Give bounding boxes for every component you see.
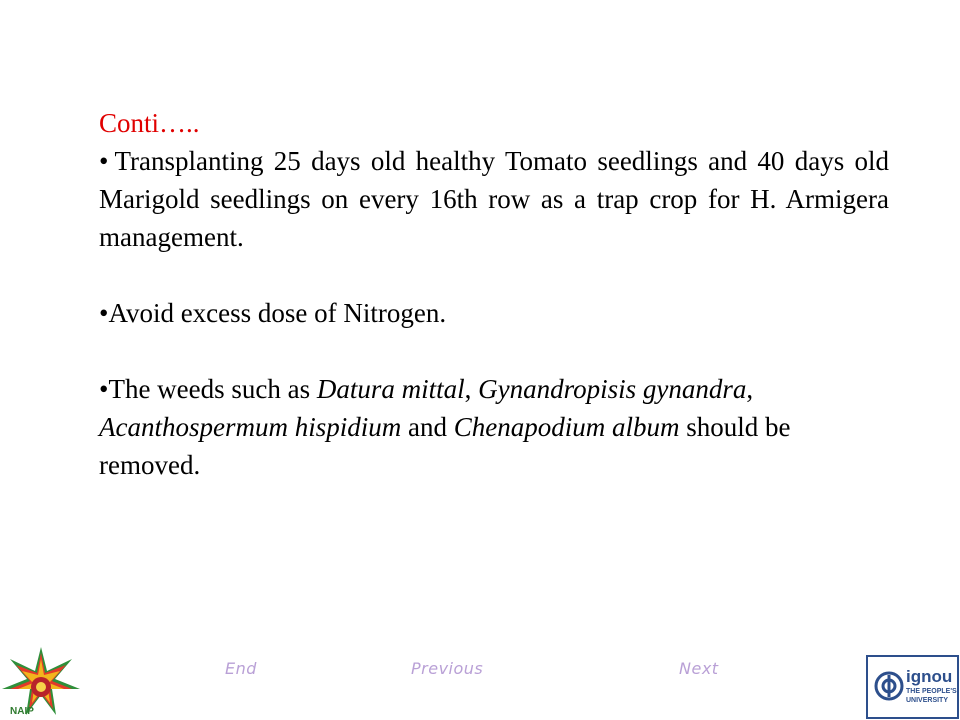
ignou-logo — [866, 655, 959, 719]
paragraph-text: should be removed. — [99, 412, 791, 480]
bullet-icon: • — [99, 298, 109, 328]
bullet-paragraph-nitrogen — [99, 294, 889, 332]
species-name: Chenapodium album — [453, 412, 680, 442]
slide-heading: Conti….. — [99, 108, 200, 138]
bullet-paragraph-transplanting — [99, 142, 889, 256]
paragraph-text: Avoid excess dose of Nitrogen. — [108, 298, 447, 328]
ignou-tagline: THE PEOPLE'S UNIVERSITY — [906, 688, 957, 704]
naip-label: NAIP — [10, 706, 34, 717]
separator-text: , — [464, 374, 479, 404]
bullet-icon: • — [99, 146, 109, 176]
species-name: Datura mittal — [316, 374, 465, 404]
ignou-emblem-icon — [874, 671, 904, 701]
slide-content — [99, 104, 889, 484]
paragraph-text: The weeds such as — [108, 374, 317, 404]
nav-next-link[interactable]: Next — [679, 659, 719, 678]
species-name: Acanthospermum hispidium — [99, 412, 402, 442]
nav-previous-link[interactable]: Previous — [411, 659, 484, 678]
spacer — [99, 256, 889, 294]
connector-text: and — [401, 412, 454, 442]
bullet-paragraph-weeds — [99, 370, 889, 484]
species-name: Gynandropisis gynandra — [478, 374, 747, 404]
paragraph-text: Transplanting 25 days old healthy Tomato seedlings and 40 days old Marigold seedlings on every 16th row as a trap crop for H. Armigera management. — [99, 146, 889, 252]
bullet-icon: • — [99, 374, 109, 404]
ignou-wordmark: ignou — [906, 667, 953, 686]
separator-text: , — [746, 374, 754, 404]
spacer — [99, 332, 889, 370]
nav-end-link[interactable]: End — [225, 659, 257, 678]
